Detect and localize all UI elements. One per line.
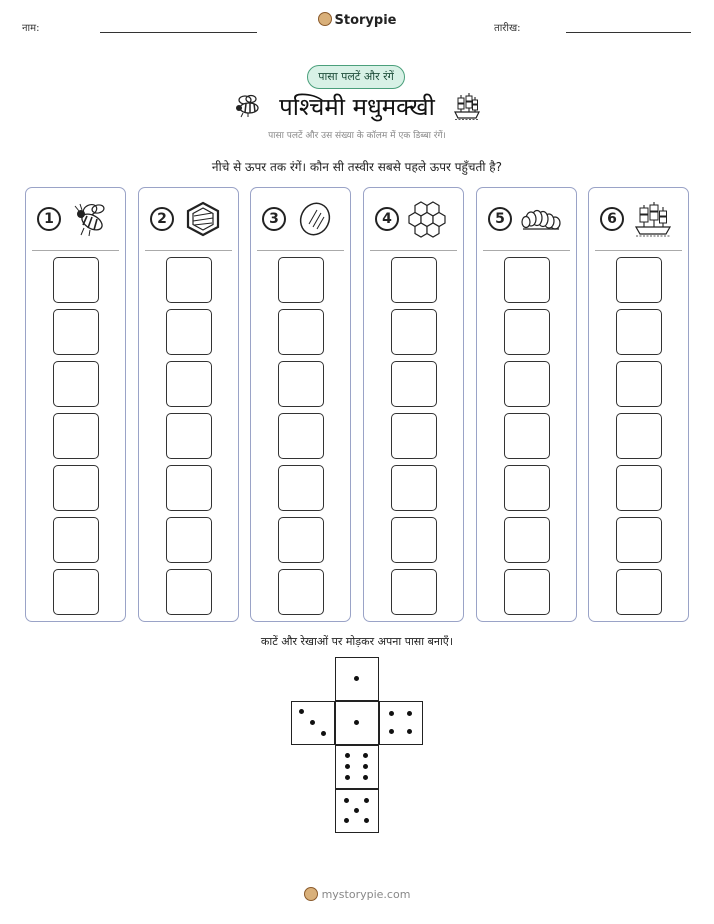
color-box[interactable]	[504, 257, 550, 303]
color-box[interactable]	[53, 517, 99, 563]
color-box[interactable]	[166, 465, 212, 511]
instruction-text: नीचे से ऊपर तक रंगें। कौन सी तस्वीर सबसे पहले ऊपर पहुँचती है?	[211, 160, 503, 174]
color-box[interactable]	[166, 413, 212, 459]
column-6	[588, 187, 689, 622]
color-box[interactable]	[278, 569, 324, 615]
column-5	[476, 187, 577, 622]
color-box[interactable]	[53, 309, 99, 355]
die-pip	[344, 798, 349, 803]
color-box[interactable]	[278, 257, 324, 303]
color-box[interactable]	[166, 257, 212, 303]
column-1	[25, 187, 126, 622]
die-face-lower	[335, 745, 379, 789]
die-face-right	[379, 701, 423, 745]
name-label: नाम:	[22, 23, 40, 34]
column-number: 2	[150, 207, 174, 231]
color-box[interactable]	[53, 569, 99, 615]
die-pip	[321, 731, 326, 736]
die-pip	[364, 798, 369, 803]
storypie-footer-logo-icon	[304, 887, 318, 901]
ship-title-icon	[452, 91, 482, 121]
color-box[interactable]	[504, 517, 550, 563]
color-box[interactable]	[166, 569, 212, 615]
color-box[interactable]	[616, 361, 662, 407]
color-box[interactable]	[504, 361, 550, 407]
die-pip	[389, 729, 394, 734]
color-box[interactable]	[278, 309, 324, 355]
color-box[interactable]	[166, 309, 212, 355]
color-box[interactable]	[391, 257, 437, 303]
column-4	[363, 187, 464, 622]
color-box[interactable]	[166, 517, 212, 563]
color-box[interactable]	[616, 517, 662, 563]
color-box[interactable]	[616, 569, 662, 615]
color-box[interactable]	[53, 257, 99, 303]
footer-url[interactable]: mystorypie.com	[321, 888, 411, 901]
bread-loaf-icon	[295, 200, 335, 238]
column-number: 6	[600, 207, 624, 231]
column-number: 4	[375, 207, 399, 231]
column-divider	[32, 250, 119, 251]
die-face-bottom	[335, 789, 379, 833]
cut-instruction: काटें और रेखाओं पर मोड़कर अपना पासा बनाएँ।	[260, 635, 454, 648]
color-box[interactable]	[391, 413, 437, 459]
color-box[interactable]	[278, 465, 324, 511]
column-number: 5	[488, 207, 512, 231]
color-box[interactable]	[391, 517, 437, 563]
die-pip	[364, 818, 369, 823]
column-number: 3	[262, 207, 286, 231]
honeycomb-icon	[408, 200, 448, 238]
die-pip	[363, 764, 368, 769]
color-box[interactable]	[278, 413, 324, 459]
die-pip	[389, 711, 394, 716]
color-box[interactable]	[53, 361, 99, 407]
die-face-center	[335, 701, 379, 745]
color-box[interactable]	[391, 569, 437, 615]
die-pip	[354, 808, 359, 813]
color-box[interactable]	[391, 465, 437, 511]
name-line[interactable]	[100, 32, 257, 33]
bee-icon	[70, 200, 110, 238]
brand-name: Storypie	[334, 13, 397, 28]
color-box[interactable]	[278, 517, 324, 563]
date-label: तारीख:	[494, 23, 521, 34]
storypie-logo-icon	[318, 12, 332, 26]
color-box[interactable]	[391, 361, 437, 407]
brand-title	[0, 12, 714, 28]
date-line[interactable]	[566, 32, 691, 33]
color-box[interactable]	[504, 413, 550, 459]
die-pip	[354, 676, 359, 681]
die-pip	[345, 775, 350, 780]
color-box[interactable]	[53, 465, 99, 511]
column-divider	[370, 250, 457, 251]
column-3	[250, 187, 351, 622]
die-pip	[310, 720, 315, 725]
column-divider	[483, 250, 570, 251]
die-pip	[344, 818, 349, 823]
color-box[interactable]	[504, 309, 550, 355]
die-face-top	[335, 657, 379, 701]
die-pip	[407, 711, 412, 716]
color-box[interactable]	[391, 309, 437, 355]
color-box[interactable]	[616, 257, 662, 303]
subtitle: पासा पलटें और उस संख्या के कॉलम में एक डिब्बा रंगें।	[268, 131, 446, 141]
color-box[interactable]	[53, 413, 99, 459]
column-divider	[595, 250, 682, 251]
color-box[interactable]	[166, 361, 212, 407]
page-title: पश्चिमी मधुमक्खी	[279, 93, 435, 121]
die-pip	[363, 753, 368, 758]
hexagon-nut-icon	[183, 200, 223, 238]
die-pip	[354, 720, 359, 725]
die-pip	[299, 709, 304, 714]
die-pip	[345, 753, 350, 758]
sailing-ship-icon	[633, 200, 673, 238]
footer	[0, 887, 714, 901]
color-box[interactable]	[504, 569, 550, 615]
column-divider	[257, 250, 344, 251]
color-box[interactable]	[278, 361, 324, 407]
color-box[interactable]	[616, 309, 662, 355]
activity-tag: पासा पलटें और रंगें	[307, 65, 405, 89]
die-pip	[363, 775, 368, 780]
die-pip	[345, 764, 350, 769]
color-box[interactable]	[504, 465, 550, 511]
color-box[interactable]	[616, 465, 662, 511]
die-pip	[407, 729, 412, 734]
larva-icon	[521, 200, 561, 238]
die-face-left	[291, 701, 335, 745]
column-2	[138, 187, 239, 622]
color-box[interactable]	[616, 413, 662, 459]
column-divider	[145, 250, 232, 251]
column-number: 1	[37, 207, 61, 231]
